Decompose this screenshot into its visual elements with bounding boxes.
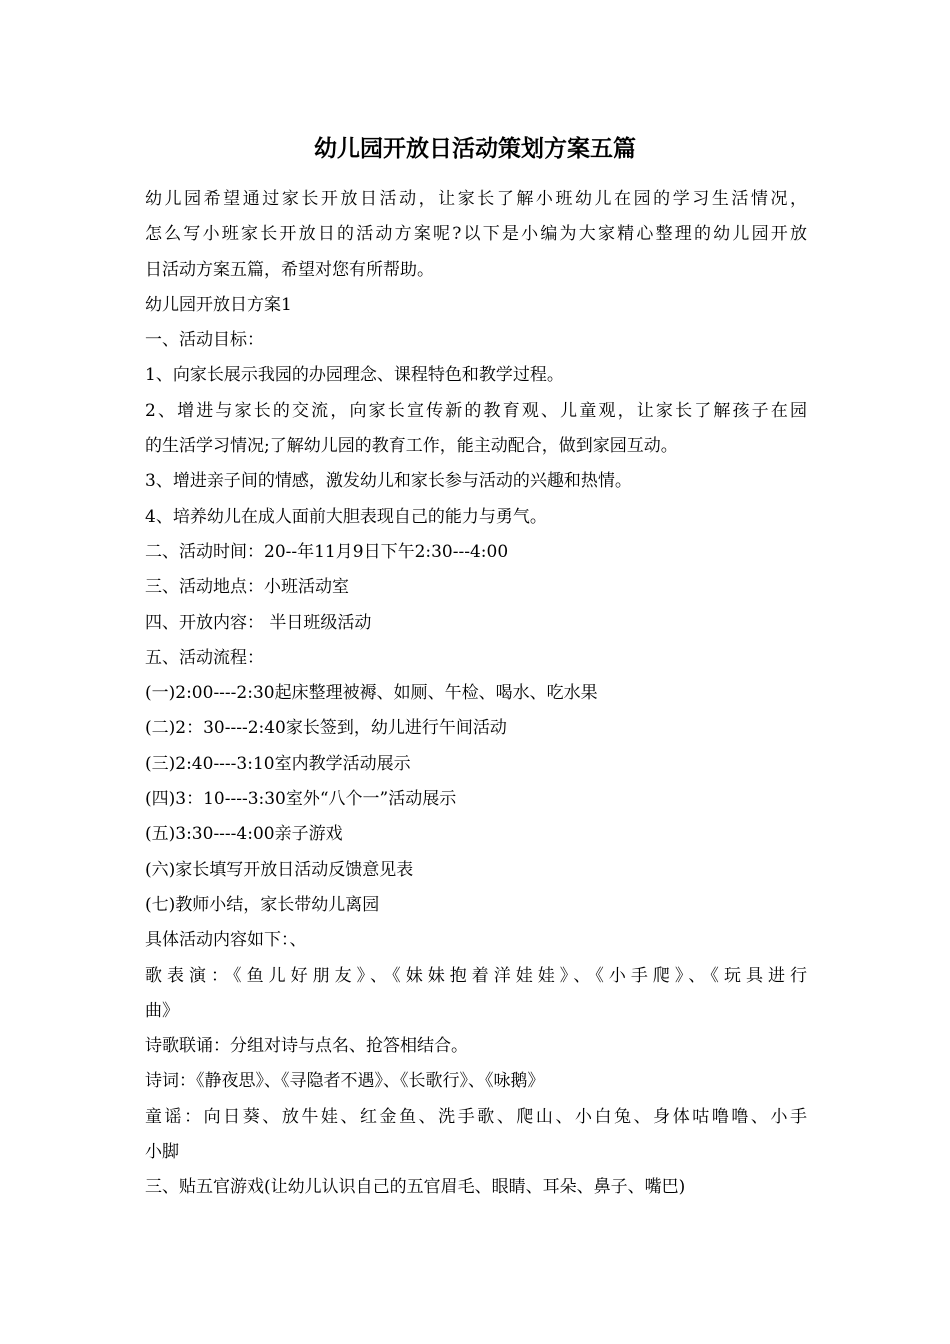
text-line: 4、培养幼儿在成人面前大胆表现自己的能力与勇气。 xyxy=(145,506,547,527)
text-line: 具体活动内容如下：、 xyxy=(145,930,307,951)
text-line: (四)3：10----3:30室外“八个一”活动展示 xyxy=(145,789,457,810)
text-line: 童谣：向日葵、放牛娃、红金鱼、洗手歌、爬山、小白兔、身体咕噜噜、小手 xyxy=(145,1106,807,1127)
text-line: 幼儿园开放日方案1 xyxy=(145,294,292,315)
text-line: 一、活动目标： xyxy=(145,330,264,351)
text-line: 3、增进亲子间的情感，激发幼儿和家长参与活动的兴趣和热情。 xyxy=(145,471,632,492)
text-line: 诗词：《静夜思》、《寻隐者不遇》、《长歌行》、《咏鹅》 xyxy=(145,1071,545,1092)
text-line: 三、贴五官游戏(让幼儿认识自己的五官眉毛、眼睛、耳朵、鼻子、嘴巴) xyxy=(145,1177,686,1198)
text-line: (五)3:30----4:00亲子游戏 xyxy=(145,824,343,845)
text-line: 歌表演：《鱼儿好朋友》、《妹妹抱着洋娃娃》、《小手爬》、《玩具进行 xyxy=(145,965,807,986)
text-line: (一)2:00----2:30起床整理被褥、如厕、午检、喝水、吃水果 xyxy=(145,683,598,704)
text-line: 的生活学习情况;了解幼儿园的教育工作，能主动配合，做到家园互动。 xyxy=(145,436,678,457)
document-body xyxy=(145,182,807,1206)
text-line: (二)2：30----2:40家长签到，幼儿进行午间活动 xyxy=(145,718,507,739)
text-line: 怎么写小班家长开放日的活动方案呢?以下是小编为大家精心整理的幼儿园开放 xyxy=(145,224,807,245)
text-line: 日活动方案五篇，希望对您有所帮助。 xyxy=(145,259,434,280)
text-line: 幼儿园希望通过家长开放日活动，让家长了解小班幼儿在园的学习生活情况， xyxy=(145,189,807,209)
text-line: (三)2:40----3:10室内教学活动展示 xyxy=(145,753,411,774)
text-line: 二、活动时间：20--年11月9日下午2:30---4:00 xyxy=(145,541,509,562)
text-line: (六)家长填写开放日活动反馈意见表 xyxy=(145,859,414,880)
text-line: 三、活动地点：小班活动室 xyxy=(145,577,349,598)
page-title: 幼儿园开放日活动策划方案五篇 xyxy=(314,135,636,162)
text-line: 诗歌联诵：分组对诗与点名、抢答相结合。 xyxy=(145,1036,468,1057)
text-line: (七)教师小结，家长带幼儿离园 xyxy=(145,894,380,915)
text-line: 1、向家长展示我园的办园理念、课程特色和教学过程。 xyxy=(145,365,564,386)
text-line: 2、增进与家长的交流，向家长宣传新的教育观、儿童观，让家长了解孩子在园 xyxy=(145,400,807,421)
text-line: 小脚 xyxy=(145,1142,179,1163)
text-line: 五、活动流程： xyxy=(145,647,264,668)
text-line: 四、开放内容： 半日班级活动 xyxy=(145,612,372,633)
text-line: 曲》 xyxy=(145,1000,179,1021)
